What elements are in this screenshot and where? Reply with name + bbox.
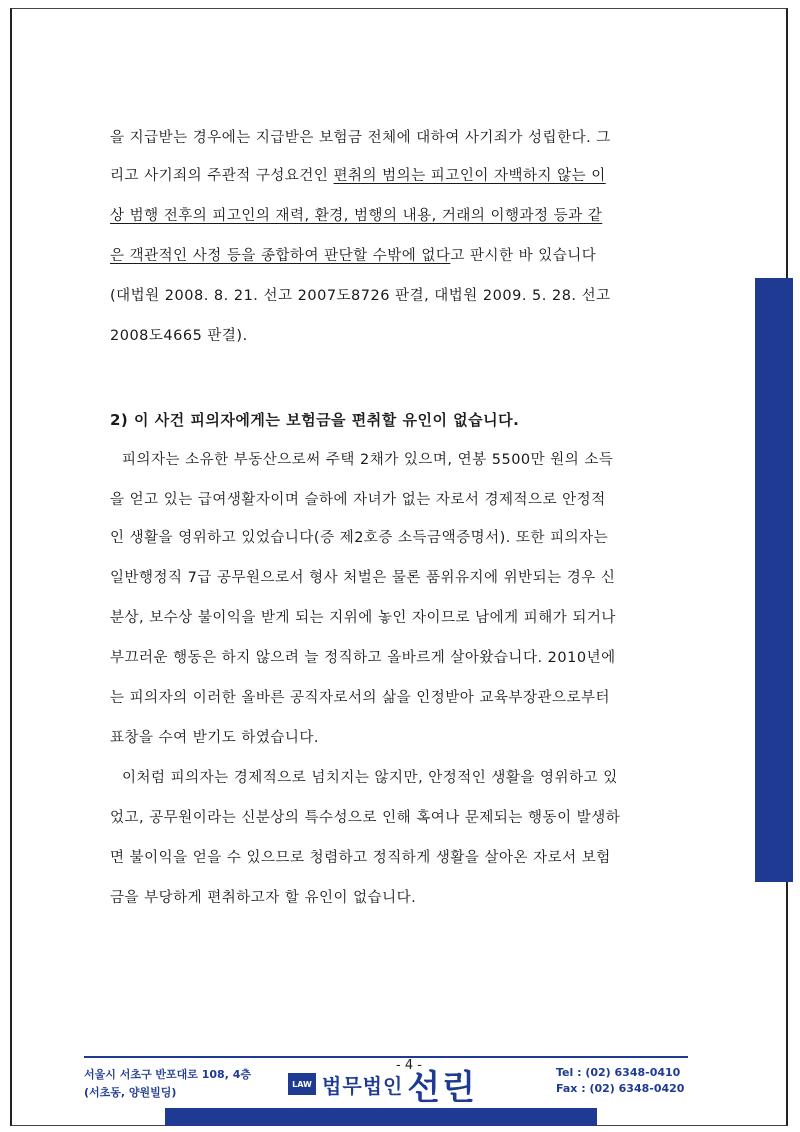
text-line: 면 불이익을 얻을 수 있으므로 청렴하고 정직하게 생활을 살아온 자로서 보험	[110, 850, 611, 866]
underlined-text: 은 객관적인 사정 등을 종합하여 판단할 수밖에 없다	[110, 248, 451, 264]
firm-emblem-icon: LAW	[288, 1073, 316, 1095]
text-line: 표창을 수여 받기도 하였습니다.	[110, 730, 320, 746]
firm-logo	[288, 1062, 477, 1106]
text-line	[110, 246, 596, 266]
underlined-text-line: 상 범행 전후의 피고인의 재력, 환경, 범행의 내용, 거래의 이행과정 등과 같	[110, 208, 603, 224]
text-line: 이처럼 피의자는 경제적으로 넘치지는 않지만, 안정적인 생활을 영위하고 있	[122, 770, 618, 786]
text-line: 금을 부당하게 편취하고자 할 유인이 없습니다.	[110, 890, 417, 906]
text-line: 2008도4665 판결).	[110, 328, 248, 344]
firm-prefix: 법무법인	[322, 1073, 404, 1098]
footer-address-line2: (서초동, 양원빌딩)	[84, 1086, 177, 1099]
footer-tel: Tel : (02) 6348-0410	[556, 1066, 681, 1079]
underlined-text: 편취의 범의는 피고인이 자백하지 않는 이	[333, 168, 606, 184]
text-line: 인 생활을 영위하고 있었습니다(증 제2호증 소득금액증명서). 또한 피의자는	[110, 530, 609, 546]
text-line: 분상, 보수상 불이익을 받게 되는 지위에 놓인 자이므로 남에게 피해가 되거나	[110, 610, 616, 626]
text-span: 고 판시한 바 있습니다	[450, 248, 597, 264]
text-line: 는 피의자의 이러한 올바른 공직자로서의 삶을 인정받아 교육부장관으로부터	[110, 690, 610, 706]
footer-fax: Fax : (02) 6348-0420	[556, 1082, 685, 1095]
text-line: 을 얻고 있는 급여생활자이며 슬하에 자녀가 없는 자로서 경제적으로 안정적	[110, 492, 606, 508]
side-accent-bar	[755, 278, 793, 882]
text-line: 피의자는 소유한 부동산으로써 주택 2채가 있으며, 연봉 5500만 원의 소득	[122, 452, 614, 468]
firm-name: 선린	[407, 1067, 477, 1108]
footer-address-line1: 서울시 서초구 반포대로 108, 4층	[84, 1068, 251, 1081]
text-line: 부끄러운 행동은 하지 않으려 늘 정직하고 올바르게 살아왔습니다. 2010년에	[110, 650, 616, 666]
footer-rule	[84, 1056, 688, 1058]
page-number: - 4 -	[396, 1058, 422, 1073]
text-line	[110, 166, 606, 186]
text-span: 리고 사기죄의 주관적 구성요건인	[110, 168, 334, 184]
text-line: (대법원 2008. 8. 21. 선고 2007도8726 판결, 대법원 2009. 5. 28. 선고	[110, 288, 611, 304]
text-line: 었고, 공무원이라는 신분상의 특수성으로 인해 혹여나 문제되는 행동이 발생하	[110, 810, 621, 826]
text-line: 을 지급받는 경우에는 지급받은 보험금 전체에 대하여 사기죄가 성립한다. 그	[110, 130, 611, 146]
footer-accent-bar	[165, 1108, 597, 1126]
section-heading: 2) 이 사건 피의자에게는 보험금을 편취할 유인이 없습니다.	[110, 411, 520, 429]
text-line: 일반행정직 7급 공무원으로서 형사 처벌은 물론 품위유지에 위반되는 경우 신	[110, 570, 616, 586]
